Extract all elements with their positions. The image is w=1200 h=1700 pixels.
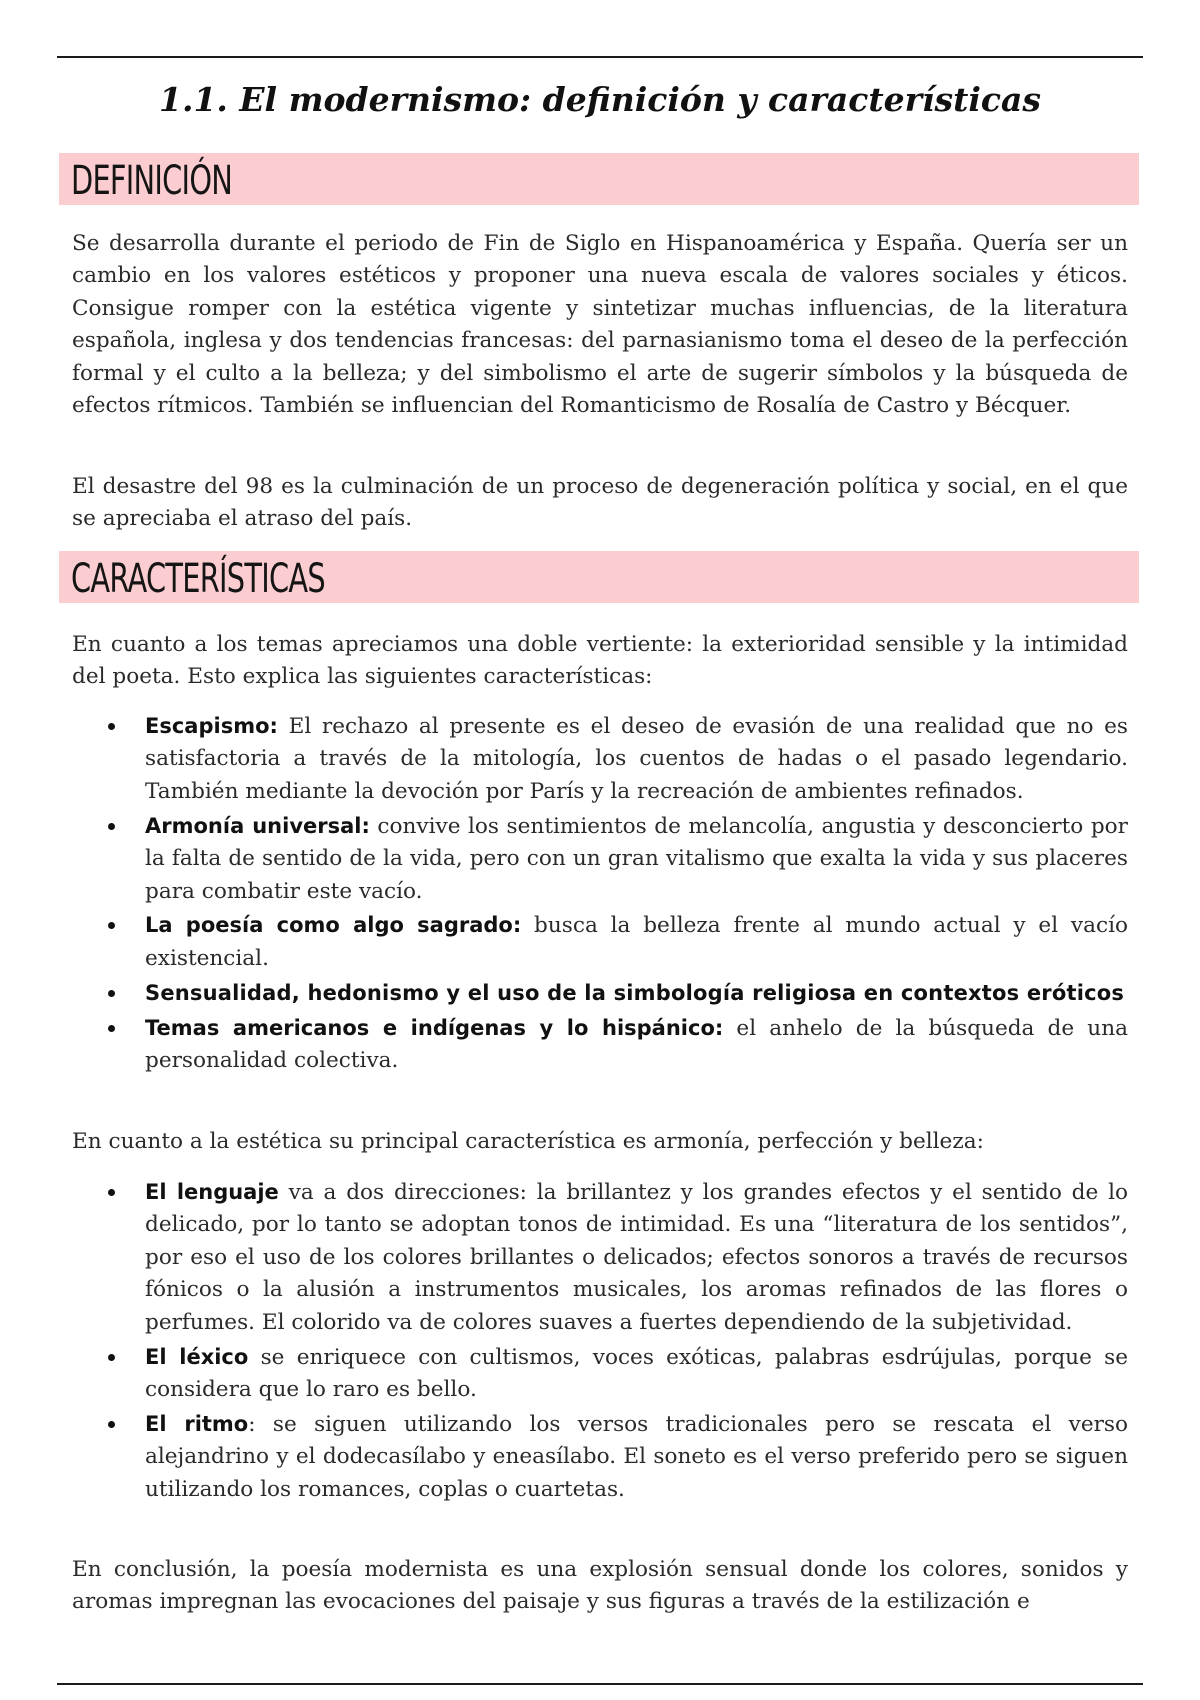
section-heading-caracteristicas-label: CARACTERÍSTICAS xyxy=(71,556,325,602)
list-item xyxy=(72,1408,1128,1506)
list-item xyxy=(72,710,1128,808)
list-item-text: convive los sentimientos de melancolía, angustia y desconcierto por la falta de sentido de la vida, pero con un gran vitalismo que exalta la vida y sus placeres para combatir este vacío. xyxy=(145,813,1128,904)
bullet-icon xyxy=(108,1421,115,1428)
bullet-icon xyxy=(108,922,115,929)
bullet-icon xyxy=(108,1025,115,1032)
list-item-text: : se siguen utilizando los versos tradicionales pero se rescata el verso alejandrino y el dodecasílabo y eneasílabo. El soneto es el verso preferido pero se siguen utilizando los romances, coplas o cuartetas. xyxy=(145,1411,1128,1502)
list-item-term: El léxico xyxy=(145,1344,249,1369)
list-item-text: El rechazo al presente es el deseo de evasión de una realidad que no es satisfactoria a través de la mitología, los cuentos de hadas o el pasado legendario. También mediante la devoción por París y la recreación de ambientes refinados. xyxy=(145,714,1128,804)
page-title: 1.1. El modernismo: definición y características xyxy=(159,80,1041,119)
estetica-intro-paragraph: En cuanto a la estética su principal característica es armonía, perfección y belleza: xyxy=(72,1129,984,1154)
list-item-term: Temas americanos e indígenas y lo hispánico: xyxy=(145,1015,724,1040)
list-item-term: El ritmo xyxy=(145,1411,249,1436)
list-item xyxy=(72,977,1128,1010)
top-rule xyxy=(57,56,1143,58)
list-item-term: La poesía como algo sagrado: xyxy=(145,913,522,938)
list-item xyxy=(72,1341,1128,1407)
bullet-icon xyxy=(108,1189,115,1196)
temas-list xyxy=(72,710,1128,1079)
list-item-term: Sensualidad, hedonismo y el uso de la simbología religiosa en contextos eróticos xyxy=(145,980,1125,1005)
bottom-rule xyxy=(57,1683,1143,1685)
definicion-paragraph: Se desarrolla durante el periodo de Fin de Siglo en Hispanoamérica y España. Quería ser un cambio en los valores estéticos y proponer una nueva escala de valores sociales y éticos. Consigue romper con la estética vigente y sintetizar muchas influencias, de la literatura española, inglesa y dos tendencias francesas: del parnasianismo toma el deseo de la perfección formal y el culto a la belleza; y del simbolismo el arte de sugerir símbolos y la búsqueda de efectos rítmicos. También se influencian del Romanticismo de Rosalía de Castro y Bécquer. xyxy=(72,231,1128,419)
estetica-list xyxy=(72,1176,1128,1508)
list-item-text: el anhelo de la búsqueda de una personalidad colectiva. xyxy=(145,1015,1128,1074)
section-heading-definicion-label: DEFINICIÓN xyxy=(71,158,233,204)
bullet-icon xyxy=(108,823,115,830)
conclusion-paragraph: En conclusión, la poesía modernista es una explosión sensual donde los colores, sonidos y aromas impregnan las evocaciones del paisaje y sus figuras a través de la estilización e xyxy=(72,1557,1128,1615)
list-item xyxy=(72,1012,1128,1078)
section-heading-caracteristicas xyxy=(59,551,1139,603)
list-item-term: Armonía universal: xyxy=(145,813,370,838)
list-item-term: Escapismo: xyxy=(145,714,278,738)
list-item xyxy=(72,909,1128,975)
section-heading-definicion xyxy=(59,153,1139,205)
bullet-icon xyxy=(108,990,115,997)
temas-intro-paragraph: En cuanto a los temas apreciamos una doble vertiente: la exterioridad sensible y la intimidad del poeta. Esto explica las siguientes características: xyxy=(72,632,1128,690)
bullet-icon xyxy=(108,1354,115,1361)
definicion-paragraph: El desastre del 98 es la culminación de un proceso de degeneración política y social, en el que se apreciaba el atraso del país. xyxy=(72,474,1128,532)
list-item-term: El lenguaje xyxy=(145,1180,279,1204)
list-item-text: va a dos direcciones: la brillantez y los grandes efectos y el sentido de lo delicado, por lo tanto se adoptan tonos de intimidad. Es una “literatura de los sentidos”, por eso el uso de los colores brillantes o delicados; efectos sonoros a través de recursos fónicos o la alusión a instrumentos musicales, los aromas refinados de las flores o perfumes. El colorido va de colores suaves a fuertes dependiendo de la subjetividad. xyxy=(145,1180,1129,1335)
list-item xyxy=(72,810,1128,908)
list-item-text: busca la belleza frente al mundo actual y el vacío existencial. xyxy=(145,913,1128,971)
bullet-icon xyxy=(108,723,115,730)
list-item xyxy=(72,1176,1128,1339)
list-item-text: se enriquece con cultismos, voces exóticas, palabras esdrújulas, porque se considera que lo raro es bello. xyxy=(145,1344,1128,1402)
